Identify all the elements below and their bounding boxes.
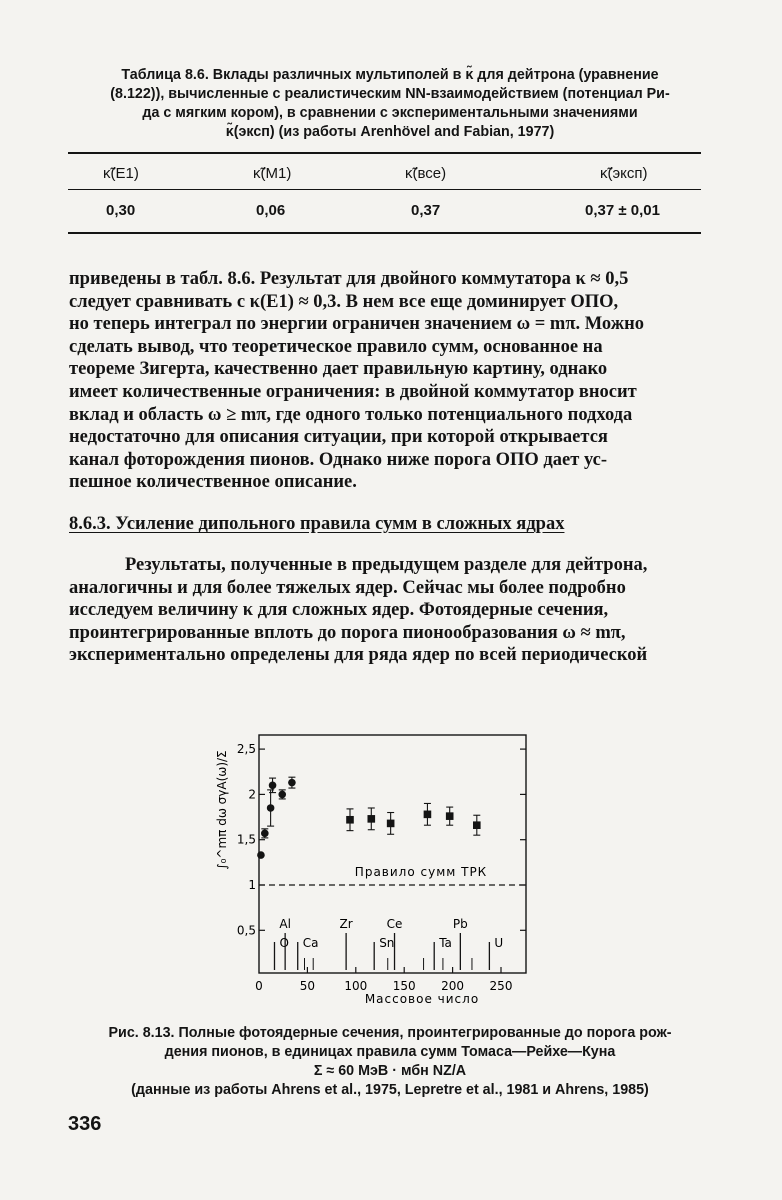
data-point-square	[446, 812, 454, 820]
y-tick-label: 0,5	[236, 923, 256, 938]
element-label: Ce	[386, 917, 403, 931]
section-title: 8.6.3. Усиление дипольного правила сумм в сложных ядрах	[69, 514, 565, 534]
y-tick-label: 2	[248, 787, 256, 802]
text-line: аналогичны и для более тяжелых ядер. Сейчас мы более подробно	[69, 577, 626, 598]
element-label: Pb	[452, 917, 468, 931]
data-point-square	[367, 815, 375, 823]
data-point-square	[473, 821, 481, 829]
y-tick-label: 1,5	[236, 832, 256, 847]
data-point-circle	[278, 791, 286, 799]
figure-caption-line: Рис. 8.13. Полные фотоядерные сечения, проинтегрированные до порога рож-	[108, 1025, 672, 1041]
text-line: недостаточно для описания ситуации, при которой открывается	[69, 427, 608, 448]
figure-caption-line: (данные из работы Ahrens et al., 1975, Lepretre et al., 1981 и Ahrens, 1985)	[131, 1082, 649, 1098]
element-label: Al	[279, 917, 291, 931]
data-point-circle	[261, 830, 269, 838]
x-tick-label: 150	[392, 979, 416, 993]
data-point-square	[424, 811, 432, 819]
text-line: вклад и область ω ≥ mπ, где одного только потенциального подхода	[69, 404, 633, 425]
element-markers	[274, 917, 503, 970]
x-tick-label: 0	[255, 979, 263, 993]
x-tick-label: 100	[344, 979, 368, 993]
data-point-circle	[257, 851, 265, 859]
text-line: теореме Зигерта, качественно дает правильную картину, однако	[69, 359, 608, 380]
table-header: κ̃(M1)	[253, 165, 292, 182]
x-axis-label: Массовое число	[364, 992, 480, 1006]
element-label: O	[279, 936, 289, 950]
x-tick-label: 50	[299, 979, 316, 993]
table-cell: 0,37 ± 0,01	[585, 202, 660, 219]
data-point-circle	[288, 779, 296, 787]
x-tick-label: 200	[441, 979, 465, 993]
table-caption-line: да с мягким кором), в сравнении с экспериментальными значениями	[142, 105, 638, 121]
text-line: канал фоторождения пионов. Однако ниже порога ОПО дает ус-	[69, 449, 608, 470]
data-points	[257, 777, 480, 859]
text-line: имеет количественные ограничения: в двойной коммутатор вносит	[69, 381, 637, 402]
table-caption-line: Таблица 8.6. Вклады различных мультиполей в κ̃ для дейтрона (уравнение	[121, 67, 659, 83]
element-label: Sn	[379, 936, 395, 950]
x-tick-label: 250	[489, 979, 513, 993]
data-point-square	[387, 820, 395, 828]
figure-caption-line: Σ ≈ 60 МэВ · мбн NZ/A	[313, 1063, 467, 1079]
text-line: следует сравнивать с κ(E1) ≈ 0,3. В нем все еще доминирует ОПО,	[69, 291, 619, 312]
table-cell: 0,06	[256, 202, 286, 219]
text-line: исследуем величину κ для сложных ядер. Фотоядерные сечения,	[69, 600, 609, 621]
table-header: κ̃(эксп)	[600, 165, 648, 182]
data-point-circle	[269, 782, 277, 790]
figure-caption	[70, 1024, 710, 1100]
text-line: приведены в табл. 8.6. Результат для двойного коммутатора κ ≈ 0,5	[69, 269, 629, 289]
table-cell: 0,30	[106, 202, 136, 219]
table-header: κ̃(E1)	[103, 165, 139, 182]
text-line: экспериментально определены для ряда ядер по всей периодической	[69, 645, 648, 666]
y-tick-label: 2,5	[236, 742, 256, 757]
reference-line	[259, 865, 526, 885]
element-label: Ta	[439, 936, 452, 950]
data-point-circle	[267, 804, 275, 812]
text-line: сделать вывод, что теоретическое правило сумм, основанное на	[69, 336, 603, 357]
sum-rule-label: Правило сумм ТРК	[354, 865, 488, 879]
table-caption-line: κ̃(эксп) (из работы Arenhövel and Fabian, 1977)	[225, 124, 555, 140]
text-line: Результаты, полученные в предыдущем разделе для дейтрона,	[125, 555, 648, 575]
table-header: κ̃(все)	[405, 165, 447, 182]
element-label: U	[494, 936, 504, 950]
element-label: Zr	[339, 917, 353, 931]
table-caption-line: (8.122)), вычисленные с реалистическим NN-взаимодействием (потенциал Ри-	[110, 86, 670, 102]
table-cell: 0,37	[411, 202, 441, 219]
y-tick-label: 1	[248, 878, 256, 892]
data-point-square	[346, 816, 354, 824]
text-line: но теперь интеграл по энергии ограничен значением ω = mπ. Можно	[69, 314, 645, 335]
element-label: Ca	[302, 936, 319, 950]
page-number: 336	[68, 1113, 102, 1135]
text-line: проинтегрированные вплоть до порога пионообразования ω ≈ mπ,	[69, 622, 626, 643]
y-axis-label: ∫₀^mπ dω σγA(ω)/Σ	[215, 750, 229, 870]
text-line: пешное количественное описание.	[69, 472, 357, 493]
figure-caption-line: дения пионов, в единицах правила сумм Томаса—Рейхе—Куна	[164, 1044, 616, 1060]
